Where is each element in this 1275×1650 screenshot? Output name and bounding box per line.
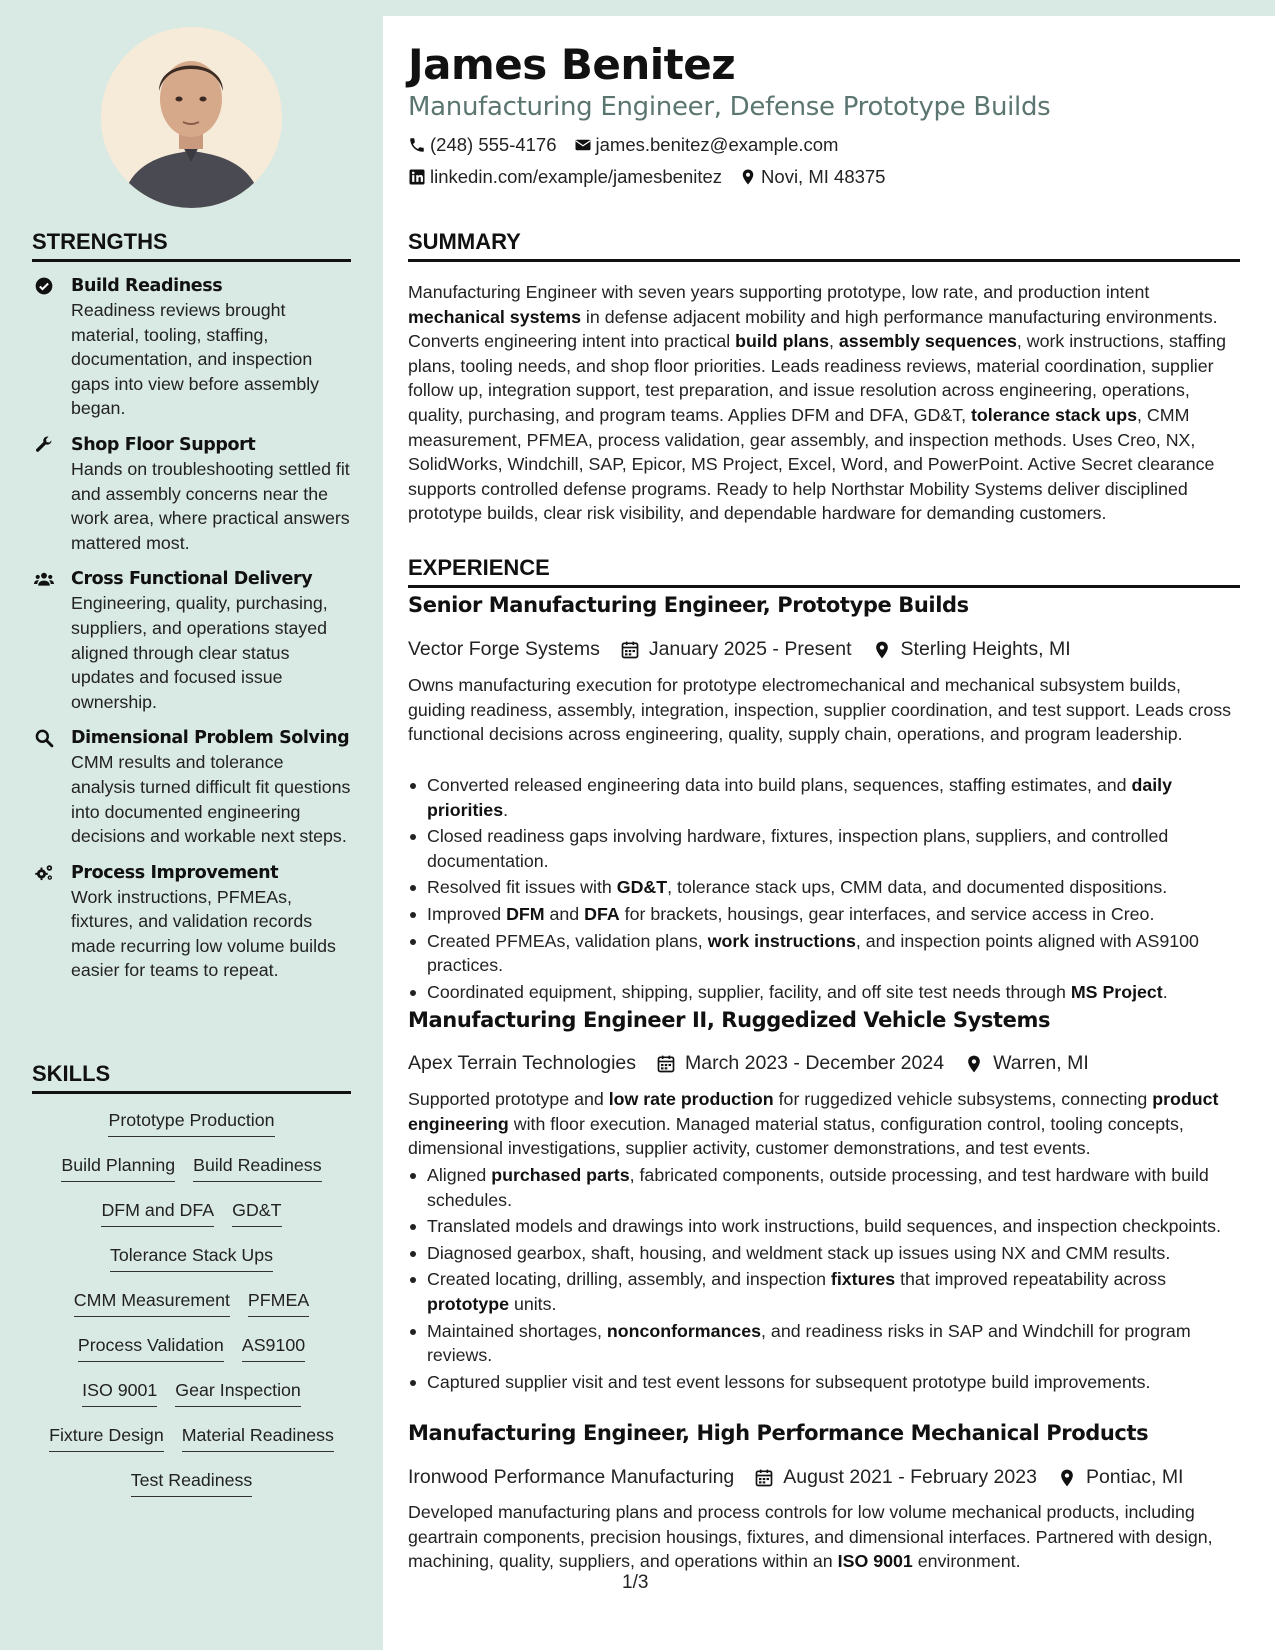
skill-row bbox=[32, 1288, 351, 1333]
skill-tag: AS9100 bbox=[242, 1333, 305, 1362]
summary-text bbox=[408, 280, 1240, 526]
skills-list bbox=[32, 1108, 351, 1513]
text-run: Closed readiness gaps involving hardware, fixtures, inspection plans, suppliers, and controlled documentation. bbox=[427, 826, 1169, 871]
skill-row bbox=[32, 1423, 351, 1468]
skills-section bbox=[32, 1061, 351, 1513]
text-run: environment. bbox=[912, 1551, 1021, 1572]
summary-heading: SUMMARY bbox=[408, 229, 1240, 262]
bold-text: low rate production bbox=[608, 1089, 774, 1109]
bold-text: tolerance stack ups bbox=[971, 404, 1138, 425]
job-location: Sterling Heights, MI bbox=[900, 638, 1071, 660]
job-dates: August 2021 - February 2023 bbox=[783, 1466, 1037, 1488]
calendar-icon bbox=[656, 1054, 676, 1074]
strength-title: Cross Functional Delivery bbox=[71, 569, 313, 590]
page-number: 1/3 bbox=[622, 1572, 649, 1593]
strength-item bbox=[32, 861, 351, 983]
bold-text: work instructions bbox=[707, 930, 856, 951]
text-run: Translated models and drawings into work instructions, build sequences, and inspection checkpoints. bbox=[427, 1216, 1222, 1237]
text-run: for ruggedized vehicle subsystems, connecting bbox=[773, 1089, 1153, 1109]
text-run: Converted released engineering data into build plans, sequences, staffing estimates, and bbox=[427, 775, 1132, 795]
job-title: Manufacturing Engineer II, Ruggedized Vehicle Systems bbox=[408, 1008, 1051, 1032]
strength-description: Readiness reviews brought material, tooling, staffing, documentation, and inspection gaps into view before assembly began. bbox=[71, 300, 320, 419]
linkedin-icon bbox=[408, 168, 426, 186]
text-run: , and inspection points aligned with AS9100 practices. bbox=[427, 930, 1199, 976]
strength-title: Build Readiness bbox=[71, 276, 223, 296]
bold-text: nonconformances bbox=[606, 1320, 762, 1341]
skill-row bbox=[32, 1333, 351, 1378]
wrench-icon bbox=[34, 435, 54, 455]
skill-tag: PFMEA bbox=[248, 1288, 309, 1317]
job-company: Apex Terrain Technologies bbox=[408, 1052, 637, 1074]
job-dates: January 2025 - Present bbox=[648, 638, 852, 660]
text-run: for brackets, housings, gear interfaces, and service access in Creo. bbox=[619, 903, 1155, 924]
text-run: Coordinated equipment, shipping, supplier, facility, and off site test needs through bbox=[427, 981, 1071, 1002]
phone-contact bbox=[408, 134, 557, 156]
bold-text: mechanical systems bbox=[408, 306, 581, 327]
experience-heading: EXPERIENCE bbox=[408, 555, 1240, 588]
skill-tag: CMM Measurement bbox=[74, 1288, 230, 1317]
text-run: Resolved fit issues with bbox=[427, 877, 617, 898]
map-pin-icon bbox=[872, 640, 892, 660]
text-run: Manufacturing Engineer with seven years supporting prototype, low rate, and production intent bbox=[408, 282, 1150, 302]
job-bullets bbox=[408, 1163, 1240, 1396]
text-run: Aligned bbox=[427, 1165, 492, 1185]
text-run: in defense adjacent mobility and high performance manufacturing environments. Converts engineering intent into practical bbox=[408, 306, 1218, 352]
phone-text[interactable]: (248) 555-4176 bbox=[430, 134, 557, 155]
contact-line-2 bbox=[408, 166, 902, 188]
strengths-section bbox=[32, 229, 351, 983]
calendar-icon bbox=[620, 640, 640, 660]
job-bullet bbox=[408, 1241, 1240, 1266]
strengths-heading: STRENGTHS bbox=[32, 229, 351, 262]
text-run: , fabricated components, outside processing, and test hardware with build schedules. bbox=[427, 1165, 1209, 1210]
text-run: Maintained shortages, bbox=[427, 1320, 607, 1341]
skill-tag: Build Readiness bbox=[193, 1153, 322, 1182]
strength-title: Dimensional Problem Solving bbox=[71, 728, 350, 749]
strength-item bbox=[32, 567, 351, 714]
skills-heading: SKILLS bbox=[32, 1061, 351, 1094]
job-summary bbox=[408, 1500, 1240, 1574]
strength-description: Work instructions, PFMEAs, fixtures, and validation records made recurring low volume builds easier for teams to repeat. bbox=[71, 886, 336, 981]
skill-tag: Build Planning bbox=[61, 1153, 175, 1182]
bold-text: build plans bbox=[735, 331, 830, 352]
map-pin-icon bbox=[964, 1054, 984, 1074]
email-contact bbox=[574, 134, 839, 156]
linkedin-contact bbox=[408, 166, 722, 188]
skill-tag: Gear Inspection bbox=[175, 1378, 301, 1407]
contact-line-1 bbox=[408, 134, 855, 156]
users-icon bbox=[34, 569, 54, 589]
skill-row bbox=[32, 1378, 351, 1423]
text-run: Diagnosed gearbox, shaft, housing, and weldment stack up issues using NX and CMM results. bbox=[427, 1242, 1171, 1263]
job-dates: March 2023 - December 2024 bbox=[685, 1052, 945, 1074]
strength-item bbox=[32, 274, 351, 421]
bold-text: fixtures bbox=[830, 1269, 896, 1290]
job-bullet bbox=[408, 1319, 1240, 1368]
text-run: Created PFMEAs, validation plans, bbox=[427, 930, 708, 951]
job-bullets bbox=[408, 773, 1240, 1006]
job-company: Vector Forge Systems bbox=[408, 638, 600, 660]
job-bullet bbox=[408, 929, 1240, 978]
skill-tag: Fixture Design bbox=[49, 1423, 164, 1452]
skill-tag: Process Validation bbox=[78, 1333, 224, 1362]
strength-description: Engineering, quality, purchasing, suppliers, and operations stayed aligned through clear status updates and focused issue ownership. bbox=[71, 593, 328, 712]
bold-text: DFM bbox=[506, 903, 545, 924]
text-run: . bbox=[503, 799, 509, 820]
text-run: , tolerance stack ups, CMM data, and documented dispositions. bbox=[667, 877, 1168, 898]
text-run: , CMM measurement, PFMEA, process validation, gear assembly, and inspection methods. Uses Creo, NX, SolidWorks, Windchill, SAP, Epicor, MS Project, Excel, Word, and PowerPoint. Active Secret clearance supports controlled defense programs. Ready to help Northstar Mobility Systems deliver disciplined prototype builds, clear risk visibility, and dependable hardware for demanding customers. bbox=[408, 404, 1215, 524]
job-bullet bbox=[408, 824, 1240, 873]
bold-text: GD&T bbox=[616, 877, 668, 898]
strength-item bbox=[32, 726, 351, 848]
search-icon bbox=[34, 728, 54, 748]
job-bullet bbox=[408, 1163, 1240, 1212]
bold-text: ISO 9001 bbox=[837, 1551, 913, 1572]
top-accent-bar bbox=[383, 0, 1275, 16]
job-meta bbox=[408, 638, 1071, 661]
bold-text: daily priorities bbox=[427, 775, 1173, 820]
map-pin-icon bbox=[1057, 1468, 1077, 1488]
text-run: with floor execution. Managed material status, configuration control, tooling concepts, dimensional investigations, supplier activity, customer demonstrations, and test events. bbox=[408, 1113, 1184, 1159]
skill-row bbox=[32, 1198, 351, 1243]
skill-tag: Prototype Production bbox=[108, 1108, 274, 1137]
envelope-icon bbox=[574, 136, 592, 154]
text-run: Supported prototype and bbox=[408, 1089, 609, 1109]
map-pin-icon bbox=[739, 168, 757, 186]
strength-title: Process Improvement bbox=[71, 862, 279, 883]
text-run: , work instructions, staffing plans, tooling needs, and shop floor priorities. Leads readiness reviews, material coordination, supplier follow up, integration support, test preparation, and issue resolution across engineering, operations, quality, purchasing, and program teams. Applies DFM and DFA, GD&T, bbox=[408, 331, 1227, 425]
skill-row bbox=[32, 1468, 351, 1513]
bold-text: DFA bbox=[584, 903, 620, 924]
skill-tag: GD&T bbox=[232, 1198, 281, 1227]
profile-photo bbox=[101, 27, 282, 208]
text-run: , bbox=[829, 331, 839, 352]
job-title: Manufacturing Engineer, High Performance Mechanical Products bbox=[408, 1421, 1149, 1445]
email-text[interactable]: james.benitez@example.com bbox=[595, 134, 839, 155]
job-location: Warren, MI bbox=[993, 1052, 1089, 1074]
bold-text: purchased parts bbox=[491, 1165, 630, 1185]
text-run: Improved bbox=[427, 903, 507, 924]
job-bullet bbox=[408, 902, 1240, 927]
job-bullet bbox=[408, 875, 1240, 900]
job-meta bbox=[408, 1466, 1183, 1489]
text-run: Created locating, drilling, assembly, and inspection bbox=[427, 1269, 831, 1290]
job-title: Senior Manufacturing Engineer, Prototype Builds bbox=[408, 593, 969, 617]
job-meta bbox=[408, 1052, 1089, 1075]
job-bullet bbox=[408, 980, 1240, 1005]
job-bullet bbox=[408, 773, 1240, 822]
candidate-role: Manufacturing Engineer, Defense Prototype Builds bbox=[408, 92, 1051, 122]
text-run: that improved repeatability across bbox=[895, 1269, 1166, 1290]
bold-text: prototype bbox=[427, 1293, 509, 1314]
text-run: and bbox=[544, 903, 585, 924]
job-location: Pontiac, MI bbox=[1085, 1466, 1184, 1488]
text-run: Captured supplier visit and test event lessons for subsequent prototype build improvements. bbox=[427, 1371, 1151, 1392]
job-summary bbox=[408, 1087, 1240, 1161]
job-summary bbox=[408, 673, 1240, 747]
skill-row bbox=[32, 1108, 351, 1153]
calendar-icon bbox=[754, 1468, 774, 1488]
strength-description: CMM results and tolerance analysis turned difficult fit questions into documented engineering decisions and workable next steps. bbox=[71, 752, 351, 847]
text-run: , and readiness risks in SAP and Windchill for program reviews. bbox=[427, 1320, 1191, 1366]
strength-description: Hands on troubleshooting settled fit and assembly concerns near the work area, where practical answers mattered most. bbox=[71, 458, 350, 553]
bold-text: MS Project bbox=[1070, 981, 1163, 1002]
bold-text: product engineering bbox=[408, 1089, 1219, 1134]
job-bullet bbox=[408, 1214, 1240, 1239]
skill-tag: Tolerance Stack Ups bbox=[110, 1243, 273, 1272]
skill-tag: Material Readiness bbox=[182, 1423, 334, 1452]
job-company: Ironwood Performance Manufacturing bbox=[408, 1466, 735, 1488]
linkedin-text[interactable]: linkedin.com/example/jamesbenitez bbox=[430, 166, 723, 187]
location-contact bbox=[739, 166, 885, 188]
job-bullet bbox=[408, 1370, 1240, 1395]
skill-tag: DFM and DFA bbox=[101, 1198, 214, 1227]
strength-item bbox=[32, 433, 351, 555]
skill-row bbox=[32, 1153, 351, 1198]
gears-icon bbox=[34, 863, 54, 883]
bold-text: assembly sequences bbox=[838, 331, 1017, 352]
skill-tag: ISO 9001 bbox=[82, 1378, 157, 1407]
job-bullet bbox=[408, 1267, 1240, 1316]
phone-icon bbox=[408, 136, 426, 154]
candidate-name: James Benitez bbox=[408, 40, 736, 89]
check-circle-icon bbox=[34, 276, 54, 296]
text-run: . bbox=[1162, 981, 1168, 1002]
text-run: units. bbox=[509, 1293, 557, 1314]
skill-tag: Test Readiness bbox=[131, 1468, 253, 1497]
text-run: Developed manufacturing plans and process controls for low volume mechanical products, including geartrain components, precision housings, fixtures, and dimensional interfaces. Partnered with design, machining, quality, suppliers, and operations within an bbox=[408, 1502, 1213, 1572]
strengths-list bbox=[32, 274, 351, 983]
text-run: Owns manufacturing execution for prototype electromechanical and mechanical subsystem builds, guiding readiness, assembly, integration, inspection, supplier coordination, and test support. Leads cross functional decisions across engineering, quality, supply chain, operations, and program leadership. bbox=[408, 675, 1232, 745]
skill-row bbox=[32, 1243, 351, 1288]
location-text: Novi, MI 48375 bbox=[761, 166, 886, 187]
strength-title: Shop Floor Support bbox=[71, 434, 256, 455]
